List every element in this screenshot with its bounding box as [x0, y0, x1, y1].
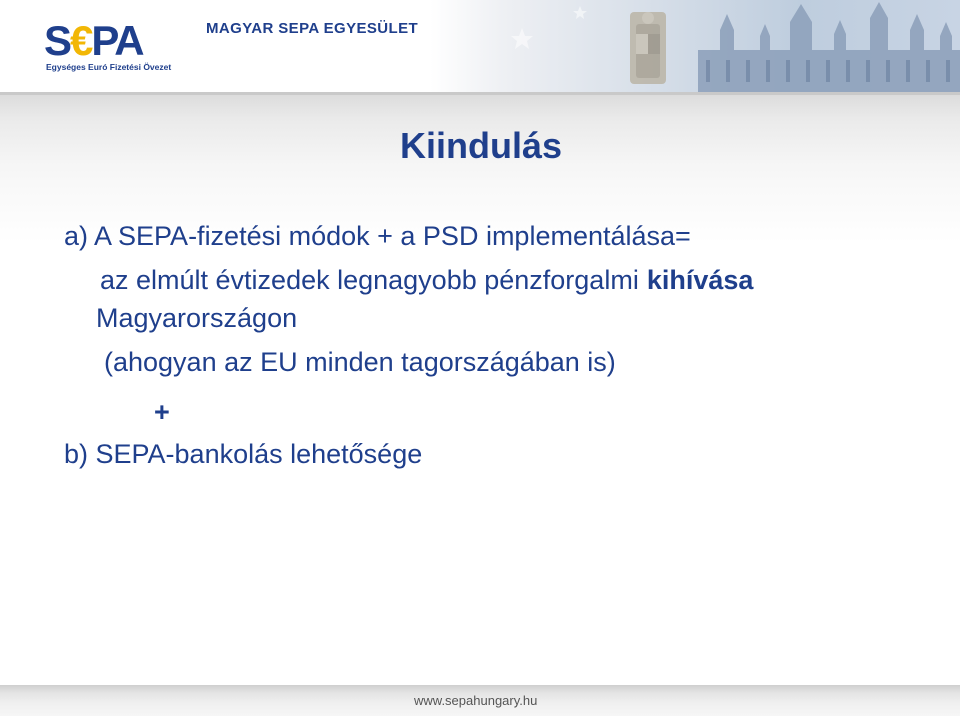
content-panel: [0, 95, 960, 685]
bullet-a-location: Magyarországon: [96, 303, 298, 333]
bullet-a-continuation: [100, 263, 753, 297]
slide-title: Kiindulás: [399, 125, 563, 166]
sepa-logo-wordmark: [44, 18, 143, 64]
coat-of-arms: [630, 12, 666, 84]
plus-sign: +: [154, 397, 170, 427]
text-line: az elmúlt évtizedek legnagyobb pénzforgalmi: [100, 265, 639, 295]
bullet-b: b) SEPA-bankolás lehetősége: [64, 439, 423, 469]
bullet-a: a) A SEPA-fizetési módok + a PSD implementálása=: [64, 221, 691, 251]
bullet-a-note: (ahogyan az EU minden tagországában is): [104, 347, 616, 377]
sepa-logo: [44, 18, 194, 76]
logo-tagline: Egységes Euró Fizetési Övezet: [46, 62, 172, 72]
euro-sign-icon: €: [70, 17, 92, 64]
parliament-photo: [430, 0, 960, 92]
logo-letters-pa: PA: [91, 17, 143, 64]
header-banner: [0, 0, 960, 92]
organization-name: MAGYAR SEPA EGYESÜLET: [206, 20, 419, 37]
footer-url: www.sepahungary.hu: [414, 693, 538, 708]
logo-letter-s: S: [44, 17, 71, 64]
emphasis-text: kihívása: [646, 265, 754, 295]
parliament-illustration: [430, 0, 960, 92]
